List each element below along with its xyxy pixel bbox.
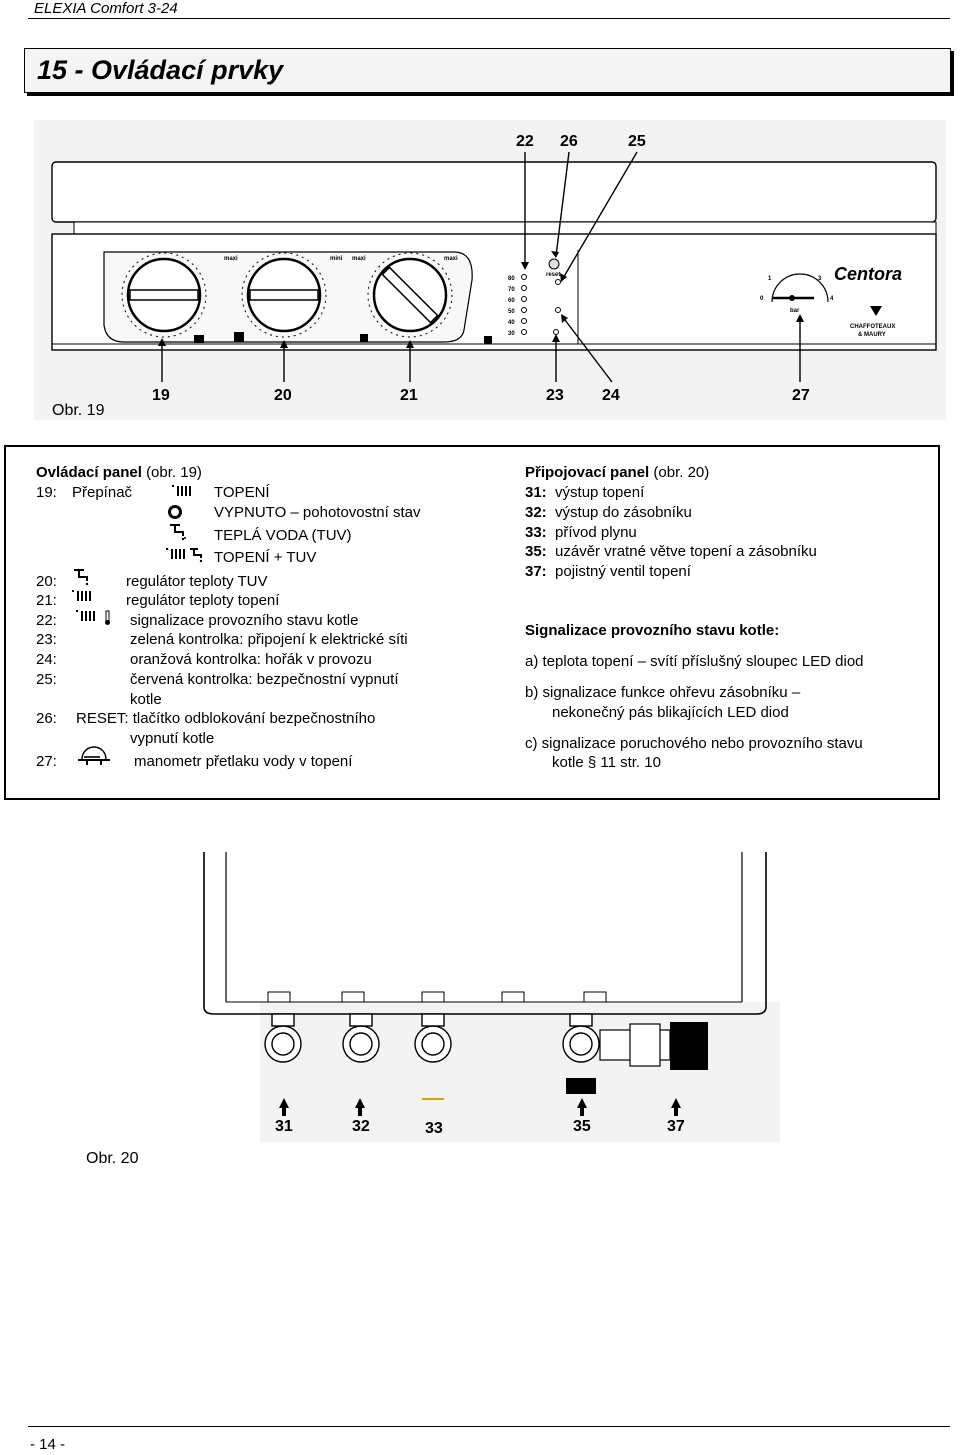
callout-33: 33 (425, 1120, 443, 1137)
connection-item: 32: výstup do zásobníku (525, 504, 692, 521)
callout-37: 37 (667, 1118, 685, 1135)
callout-25: 25 (628, 133, 646, 150)
item-22-text: signalizace provozního stavu kotle (130, 612, 359, 629)
item-27-text: manometr přetlaku vody v topení (134, 753, 353, 770)
item-20-text: regulátor teploty TUV (126, 573, 268, 590)
status-signal-b: b) signalizace funkce ohřevu zásobníku – (525, 684, 801, 701)
item-25-text-cont: kotle (130, 691, 162, 708)
item-25-text: červená kontrolka: bezpečnostní vypnutí (130, 671, 399, 688)
callout-31: 31 (275, 1118, 293, 1135)
connection-panel-heading: Připojovací panel (obr. 20) (525, 464, 710, 481)
svg-text:40: 40 (508, 320, 515, 326)
section-title: 15 - Ovládací prvky (37, 55, 284, 85)
callout-20: 20 (274, 387, 292, 404)
control-panel-heading: Ovládací panel (obr. 19) (36, 464, 202, 481)
header-divider (28, 18, 950, 19)
heating-icon (72, 590, 94, 604)
callout-35: 35 (573, 1118, 591, 1135)
item-22-number: 22: (36, 612, 57, 629)
callout-26: 26 (560, 133, 578, 150)
heating-icon (172, 485, 194, 497)
item-23-number: 23: (36, 631, 57, 648)
item-26-text-cont: vypnutí kotle (130, 730, 215, 747)
callout-22: 22 (516, 133, 534, 150)
connection-panel-figure (190, 852, 790, 1142)
hot-water-tap-icon (168, 523, 190, 541)
section-title-box (24, 48, 951, 93)
svg-text:80: 80 (508, 276, 515, 282)
item-21-text: regulátor teploty topení (126, 592, 280, 609)
item-21-number: 21: (36, 592, 57, 609)
dial-label: maxi (224, 256, 238, 262)
maker-name-2: & MAURY (858, 332, 886, 338)
mode-heating: TOPENÍ (214, 484, 270, 501)
item-24-number: 24: (36, 651, 57, 668)
maker-name: CHAFFOTEAUX (850, 324, 896, 330)
svg-text:bar: bar (790, 308, 800, 314)
callout-23: 23 (546, 387, 564, 404)
status-signal-b-cont: nekonečný pás blikajících LED diod (552, 704, 789, 721)
control-panel-figure (34, 120, 946, 420)
item-20-number: 20: (36, 573, 57, 590)
status-signal-heading: Signalizace provozního stavu kotle: (525, 622, 780, 639)
pressure-gauge-icon (76, 745, 112, 767)
svg-text:0: 0 (760, 296, 764, 302)
mode-heating-and-hot-water: TOPENÍ + TUV (214, 549, 317, 566)
callout-21: 21 (400, 387, 418, 404)
figure-19-caption: Obr. 19 (52, 402, 105, 419)
item-27-number: 27: (36, 753, 57, 770)
mode-off-standby: VYPNUTO – pohotovostní stav (214, 504, 421, 521)
svg-text:50: 50 (508, 309, 515, 315)
heating-thermometer-icon (76, 610, 118, 626)
document-header-title: ELEXIA Comfort 3-24 (34, 0, 178, 17)
svg-text:1: 1 (768, 276, 772, 282)
svg-text:3: 3 (818, 276, 822, 282)
item-26-number: 26: (36, 710, 57, 727)
dial-label: maxi (352, 256, 366, 262)
connection-item: 31: výstup topení (525, 484, 645, 501)
item-23-text: zelená kontrolka: připojení k elektrické síti (130, 631, 408, 648)
figure-20-caption: Obr. 20 (86, 1150, 139, 1167)
svg-text:30: 30 (508, 331, 515, 337)
item-26-text: RESET: tlačítko odblokování bezpečnostního (76, 710, 376, 727)
footer-divider (28, 1426, 950, 1427)
status-signal-c: c) signalizace poruchového nebo provozního stavu (525, 735, 863, 752)
page-number: - 14 - (30, 1436, 66, 1453)
off-standby-icon (168, 505, 182, 519)
brand-logo: Centora (834, 264, 903, 284)
heating-plus-hot-water-icon (166, 546, 208, 564)
svg-text:70: 70 (508, 287, 515, 293)
reset-label: reset (546, 272, 561, 278)
svg-text:4: 4 (830, 296, 834, 302)
hot-water-tap-icon (72, 568, 94, 586)
callout-24: 24 (602, 387, 620, 404)
connection-item: 37: pojistný ventil topení (525, 563, 691, 580)
mode-hot-water: TEPLÁ VODA (TUV) (214, 527, 352, 544)
item-25-number: 25: (36, 671, 57, 688)
dial-label: maxi (444, 256, 458, 262)
status-signal-a: a) teplota topení – svítí příslušný sloupec LED diod (525, 653, 864, 670)
item-24-text: oranžová kontrolka: hořák v provozu (130, 651, 372, 668)
connection-item: 35: uzávěr vratné větve topení a zásobníku (525, 543, 817, 560)
dial-label: mini (330, 256, 343, 262)
item-19-number: 19: (36, 484, 57, 501)
status-signal-c-cont: kotle § 11 str. 10 (552, 754, 661, 771)
item-19-label: Přepínač (72, 484, 133, 501)
callout-32: 32 (352, 1118, 370, 1135)
callout-27: 27 (792, 387, 810, 404)
callout-19: 19 (152, 387, 170, 404)
reset-button[interactable] (549, 259, 559, 269)
connection-item: 33: přívod plynu (525, 524, 637, 541)
svg-text:60: 60 (508, 298, 515, 304)
